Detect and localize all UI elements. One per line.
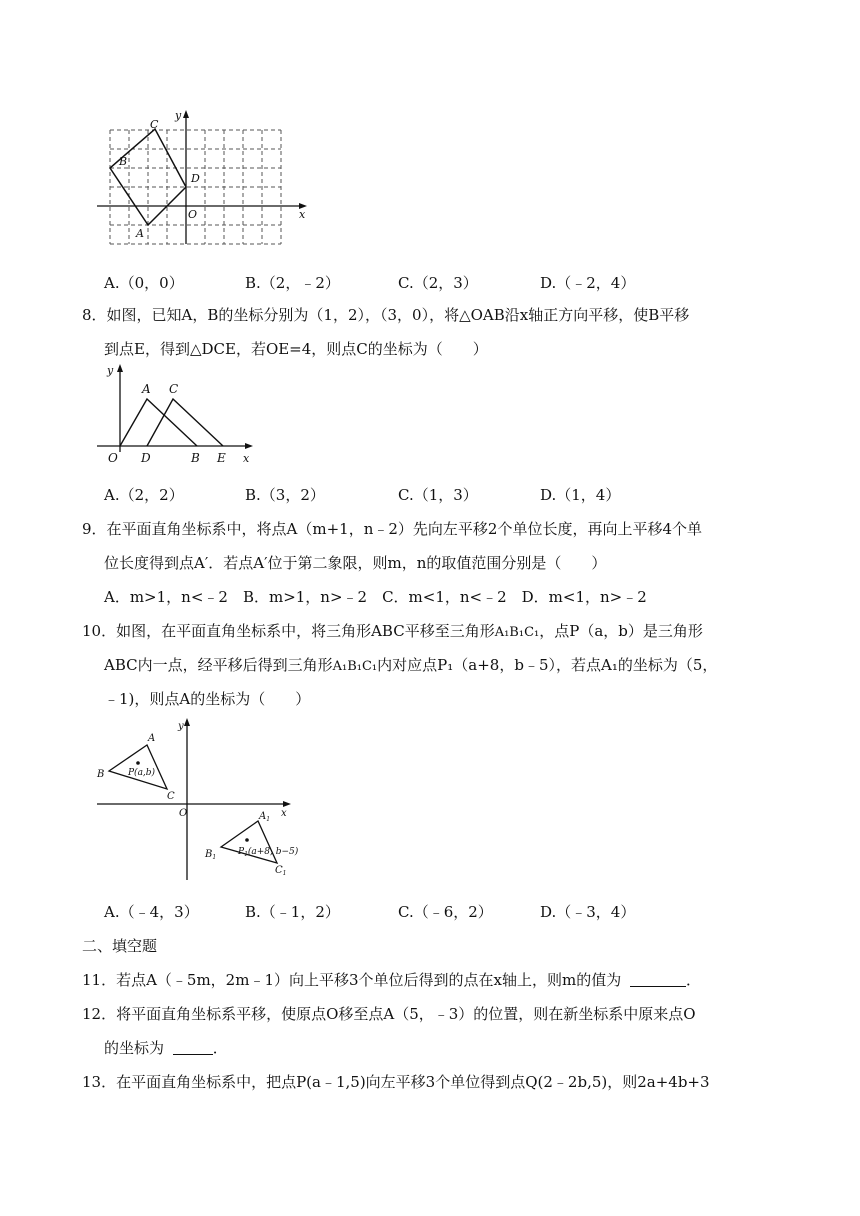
q10-line-2 <box>104 654 717 675</box>
q10-line-1 <box>82 620 703 641</box>
fig10-p1-main: P <box>238 847 245 857</box>
fig10-b1-sub: 1 <box>212 854 217 861</box>
q10-line1-a: 10．如图，在平面直角坐标系中，将三角形ABC平移至三角形 <box>82 622 495 640</box>
fig8-label-e: E <box>217 451 226 465</box>
q9-options: A．m>1，n<﹣2 B．m>1，n>﹣2 C．m<1，n<﹣2 D．m<1，n>﹣2 <box>104 588 647 606</box>
section-fill-in-heading: 二、填空题 <box>82 937 158 955</box>
fig7-label-y: y <box>175 109 182 122</box>
q11-end: ． <box>686 971 702 989</box>
q10-p1: P₁ <box>437 656 454 674</box>
fig7-label-a: A <box>136 227 144 240</box>
fig10-a1-main: A <box>259 811 267 822</box>
q11-line <box>82 969 701 990</box>
fig10-label-b: B <box>97 769 105 780</box>
fig10-label-c1 <box>275 865 286 877</box>
fig10-c1-sub: 1 <box>282 870 287 877</box>
q9-line-2: 位长度得到点A′．若点A′位于第二象限，则m，n的取值范围分别是（ ） <box>104 554 607 572</box>
fig10-label-c: C <box>167 791 175 802</box>
q12-end: ． <box>212 1039 228 1057</box>
q10-tri-a1b1c1-2: A₁B₁C₁ <box>332 659 378 674</box>
fig8-label-c: C <box>169 382 179 396</box>
q10-line1-b: ，点P（a，b）是三角形 <box>539 622 703 640</box>
fig10-label-p: P(a,b) <box>128 768 156 778</box>
q12-answer-blank[interactable] <box>173 1054 213 1055</box>
fig10-label-a: A <box>148 733 156 744</box>
figure-q7-grid <box>95 110 315 260</box>
fig7-label-o: O <box>188 208 198 221</box>
q10-line2-d: 的坐标为（5， <box>617 656 718 674</box>
q10-line-3: ﹣1)，则点A的坐标为（ ） <box>104 690 311 708</box>
q8-line-2: 到点E，得到△DCE，若OE=4，则点C的坐标为（ ） <box>104 340 488 358</box>
q8-option-c: C.（1，3） <box>398 486 478 504</box>
q12-line-1: 12．将平面直角坐标系平移，使原点O移至点A（5，﹣3）的位置，则在新坐标系中原来点O <box>82 1005 696 1023</box>
q7-option-b: B.（2，﹣2） <box>245 274 340 292</box>
fig10-c1-main: C <box>275 865 283 876</box>
q10-tri-a1b1c1: A₁B₁C₁ <box>494 625 540 640</box>
fig10-label-x: x <box>281 808 287 819</box>
fig10-label-o: O <box>179 808 188 819</box>
fig7-label-d: D <box>191 172 200 185</box>
fig7-label-x: x <box>299 208 306 221</box>
q8-option-a: A.（2，2） <box>104 486 184 504</box>
q10-option-a: A.（﹣4，3） <box>104 903 199 921</box>
fig10-b1-main: B <box>205 849 213 860</box>
fig8-label-y: y <box>107 364 114 377</box>
fig8-label-d: D <box>141 451 151 465</box>
fig7-label-b: B <box>119 155 128 168</box>
q8-option-b: B.（3，2） <box>245 486 325 504</box>
q12-line2-text: 的坐标为 <box>104 1039 165 1057</box>
figure-q8-translation <box>95 362 265 467</box>
fig8-label-x: x <box>243 452 250 465</box>
q9-line-1: 9．在平面直角坐标系中，将点A（m+1，n﹣2）先向左平移2个单位长度，再向上平移4个单 <box>82 520 703 538</box>
fig10-label-b1 <box>204 849 216 861</box>
q7-option-c: C.（2，3） <box>398 274 478 292</box>
q10-line2-c: （a+8，b﹣5），若点 <box>453 656 601 674</box>
q10-line2-b: 内对应点 <box>377 656 438 674</box>
q7-option-a: A.（0，0） <box>104 274 184 292</box>
fig10-p1-coords: (a+8, b−5) <box>247 847 299 857</box>
fig8-label-b: B <box>191 451 200 465</box>
q10-option-d: D.（﹣3，4） <box>540 903 636 921</box>
fig10-label-a1 <box>258 811 270 823</box>
q8-line-1: 8．如图，已知A，B的坐标分别为（1，2），（3，0），将△OAB沿x轴正方向平移，使B平移 <box>82 306 690 324</box>
q12-line-2 <box>104 1037 228 1058</box>
q13-line-1: 13．在平面直角坐标系中，把点P(a﹣1,5)向左平移3个单位得到点Q(2﹣2b,5)，则2a+4b+3 <box>82 1073 710 1091</box>
fig10-label-p1 <box>237 846 299 858</box>
fig8-label-o: O <box>108 451 118 465</box>
figure-q10-triangles <box>95 715 305 885</box>
q11-answer-blank[interactable] <box>630 986 686 987</box>
fig10-label-y: y <box>178 721 184 732</box>
q10-option-b: B.（﹣1，2） <box>245 903 340 921</box>
q7-option-d: D.（﹣2，4） <box>540 274 636 292</box>
fig7-label-c: C <box>150 118 159 131</box>
q10-a1: A₁ <box>600 656 618 674</box>
q8-option-d: D.（1，4） <box>540 486 621 504</box>
q11-text: 11．若点A（﹣5m，2m﹣1）向上平移3个单位后得到的点在x轴上，则m的值为 <box>82 971 622 989</box>
fig10-p1-sub: 1 <box>244 851 248 858</box>
q10-option-c: C.（﹣6，2） <box>398 903 493 921</box>
fig10-a1-sub: 1 <box>266 816 271 823</box>
fig8-label-a: A <box>142 382 151 396</box>
q10-line2-a: ABC内一点，经平移后得到三角形 <box>104 656 333 674</box>
